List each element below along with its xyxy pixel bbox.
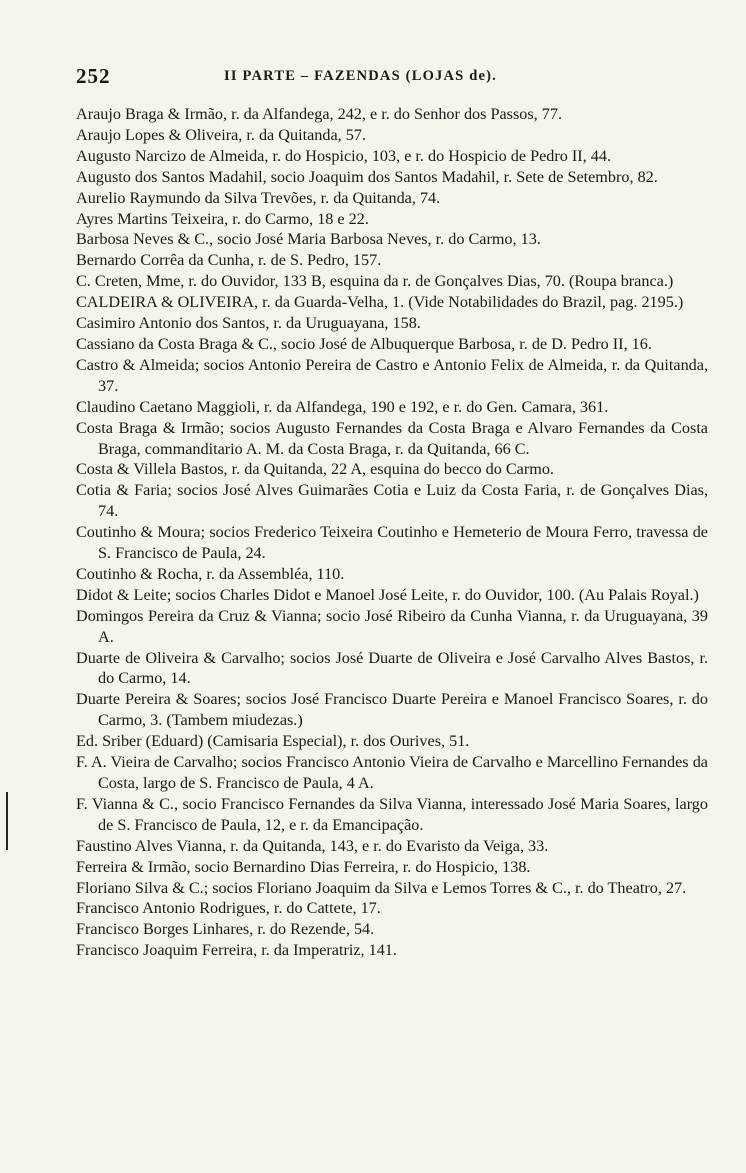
list-item: Bernardo Corrêa da Cunha, r. de S. Pedro, 157.	[76, 251, 382, 270]
list-item: Cassiano da Costa Braga & C., socio José de Albuquerque Barbosa, r. de D. Pedro II, 16.	[76, 334, 652, 353]
list-item: Francisco Borges Linhares, r. do Rezende, 54.	[76, 920, 375, 939]
list-item: Casimiro Antonio dos Santos, r. da Uruguayana, 158.	[76, 314, 421, 333]
list-item: F. Vianna & C., socio Francisco Fernandes da Silva Vianna, interessado José Maria Soares, largo de S. Francisco de Paula, 12, e r. da Emancipação.	[76, 794, 708, 834]
list-item: F. A. Vieira de Carvalho; socios Francisco Antonio Vieira de Carvalho e Marcellino Fernandes da Costa, largo de S. Francisco de Paula, 4 A.	[76, 753, 708, 792]
list-item: Costa & Villela Bastos, r. da Quitanda, 22 A, esquina do becco do Carmo.	[76, 460, 554, 479]
list-item: C. Creten, Mme, r. do Ouvidor, 133 B, esquina da r. de Gonçalves Dias, 70. (Roupa branca.)	[76, 272, 674, 291]
list-item: Barbosa Neves & C., socio José Maria Barbosa Neves, r. do Carmo, 13.	[76, 230, 541, 249]
entry-list	[76, 104, 708, 961]
list-item: Costa Braga & Irmão; socios Augusto Fernandes da Costa Braga e Alvaro Fernandes da Costa Braga, commanditario A. M. da Costa Braga, r. da Quitanda, 66 C.	[76, 418, 708, 458]
list-item: Faustino Alves Vianna, r. da Quitanda, 143, e r. do Evaristo da Veiga, 33.	[76, 836, 549, 855]
list-item: Francisco Antonio Rodrigues, r. do Cattete, 17.	[76, 899, 381, 918]
list-item: Cotia & Faria; socios José Alves Guimarães Cotia e Luiz da Costa Faria, r. de Gonçalves Dias, 74.	[76, 481, 708, 521]
list-item: CALDEIRA & OLIVEIRA, r. da Guarda-Velha, 1. (Vide Notabilidades do Brazil, pag. 2195.)	[76, 293, 684, 312]
list-item: Coutinho & Rocha, r. da Assembléa, 110.	[76, 564, 345, 583]
list-item: Claudino Caetano Maggioli, r. da Alfandega, 190 e 192, e r. do Gen. Camara, 361.	[76, 397, 609, 416]
list-item: Augusto Narcizo de Almeida, r. do Hospicio, 103, e r. do Hospicio de Pedro II, 44.	[76, 146, 611, 165]
list-item: Floriano Silva & C.; socios Floriano Joaquim da Silva e Lemos Torres & C., r. do Theatro, 27.	[76, 878, 687, 897]
list-item: Augusto dos Santos Madahil, socio Joaquim dos Santos Madahil, r. Sete de Setembro, 82.	[76, 167, 658, 186]
page-number: 252	[76, 64, 111, 88]
list-item: Ferreira & Irmão, socio Bernardino Dias Ferreira, r. do Hospicio, 138.	[76, 857, 531, 876]
margin-mark	[6, 792, 8, 850]
running-title: II PARTE – FAZENDAS (LOJAS de).	[224, 68, 498, 84]
list-item: Aurelio Raymundo da Silva Trevões, r. da Quitanda, 74.	[76, 188, 441, 207]
page-header	[76, 64, 676, 88]
list-item: Duarte Pereira & Soares; socios José Francisco Duarte Pereira e Manoel Francisco Soares, r. do Carmo, 3. (Tambem miudezas.)	[76, 690, 708, 730]
list-item: Ayres Martins Teixeira, r. do Carmo, 18 e 22.	[76, 209, 369, 228]
list-item: Araujo Lopes & Oliveira, r. da Quitanda, 57.	[76, 125, 366, 144]
list-item: Castro & Almeida; socios Antonio Pereira de Castro e Antonio Felix de Almeida, r. da Quitanda, 37.	[76, 355, 708, 395]
list-item: Ed. Sriber (Eduard) (Camisaria Especial), r. dos Ourives, 51.	[76, 732, 470, 751]
list-item: Duarte de Oliveira & Carvalho; socios José Duarte de Oliveira e José Carvalho Alves Bastos, r. do Carmo, 14.	[76, 648, 708, 688]
list-item: Coutinho & Moura; socios Frederico Teixeira Coutinho e Hemeterio de Moura Ferro, travessa de S. Francisco de Paula, 24.	[76, 523, 708, 563]
list-item: Araujo Braga & Irmão, r. da Alfandega, 242, e r. do Senhor dos Passos, 77.	[76, 105, 562, 123]
list-item: Francisco Joaquim Ferreira, r. da Imperatriz, 141.	[76, 941, 397, 960]
list-item: Domingos Pereira da Cruz & Vianna; socio José Ribeiro da Cunha Vianna, r. da Uruguayana, 39 A.	[76, 606, 708, 646]
list-item: Didot & Leite; socios Charles Didot e Manoel José Leite, r. do Ouvidor, 100. (Au Palais Royal.)	[76, 585, 699, 604]
